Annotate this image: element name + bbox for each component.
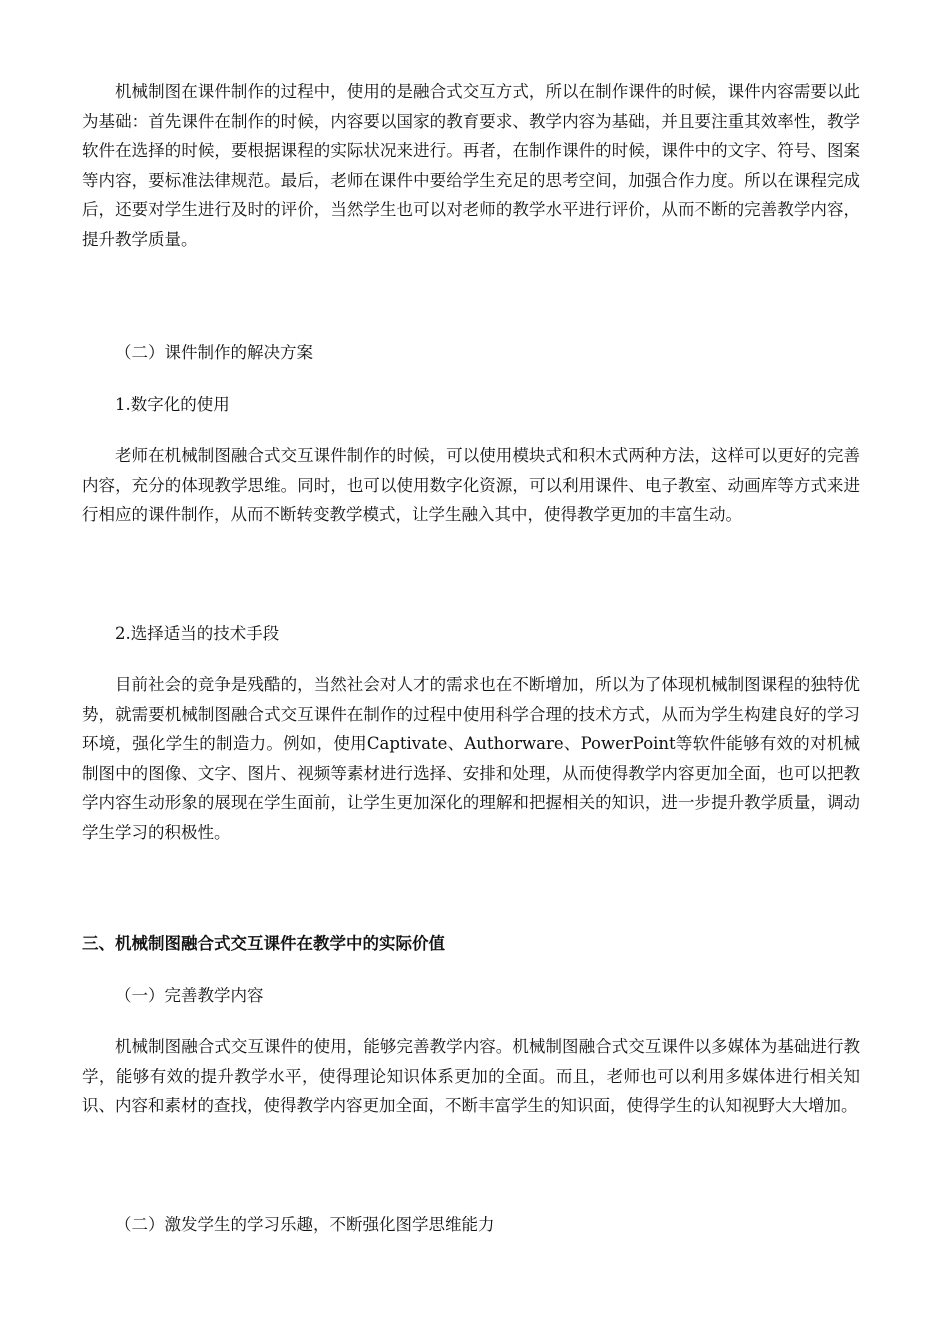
paragraph-improve-content: 机械制图融合式交互课件的使用，能够完善教学内容。机械制图融合式交互课件以多媒体为基础进行教学，能够有效的提升教学水平，使得理论知识体系更加的全面。而且，老师也可以利用多媒体进行相关知识、内容和素材的查找，使得教学内容更加全面，不断丰富学生的知识面，使得学生的认知视野大大增加。 — [82, 1037, 860, 1115]
section-heading-practical-value: 三、机械制图融合式交互课件在教学中的实际价值 — [82, 934, 445, 953]
paragraph-design-principles: 机械制图在课件制作的过程中，使用的是融合式交互方式，所以在制作课件的时候，课件内容需要以此为基础：首先课件在制作的时候，内容要以国家的教育要求、教学内容为基础，并且要注重其效率性，教学软件在选择的时候，要根据课程的实际状况来进行。再者，在制作课件的时候，课件中的文字、符号、图案等内容，要标准法律规范。最后，老师在课件中要给学生充足的思考空间，加强合作力度。所以在课程完成后，还要对学生进行及时的评价，当然学生也可以对老师的教学水平进行评价，从而不断的完善教学内容，提升教学质量。 — [82, 82, 860, 249]
subheading-technical-means: 2.选择适当的技术手段 — [115, 624, 280, 643]
paragraph-technical-means: 目前社会的竞争是残酷的，当然社会对人才的需求也在不断增加，所以为了体现机械制图课程的独特优势，就需要机械制图融合式交互课件在制作的过程中使用科学合理的技术方式，从而为学生构建良好的学习环境，强化学生的制造力。例如，使用Captivate、Authorware、PowerPoint等软件能够有效的对机械制图中的图像、文字、图片、视频等素材进行选择、安排和处理，从而使得教学内容更加全面，也可以把教学内容生动形象的展现在学生面前，让学生更加深化的理解和把握相关的知识，进一步提升教学质量，调动学生学习的积极性。 — [82, 675, 860, 842]
subheading-improve-content: （一）完善教学内容 — [115, 986, 264, 1005]
paragraph-digitalization: 老师在机械制图融合式交互课件制作的时候，可以使用模块式和积木式两种方法，这样可以更好的完善内容，充分的体现教学思维。同时，也可以使用数字化资源，可以利用课件、电子教室、动画库等方式来进行相应的课件制作，从而不断转变教学模式，让学生融入其中，使得教学更加的丰富生动。 — [82, 446, 860, 524]
subheading-digitalization: 1.数字化的使用 — [115, 395, 230, 414]
subheading-stimulate-interest: （二）激发学生的学习乐趣，不断强化图学思维能力 — [115, 1215, 495, 1234]
subheading-solutions: （二）课件制作的解决方案 — [115, 343, 313, 362]
